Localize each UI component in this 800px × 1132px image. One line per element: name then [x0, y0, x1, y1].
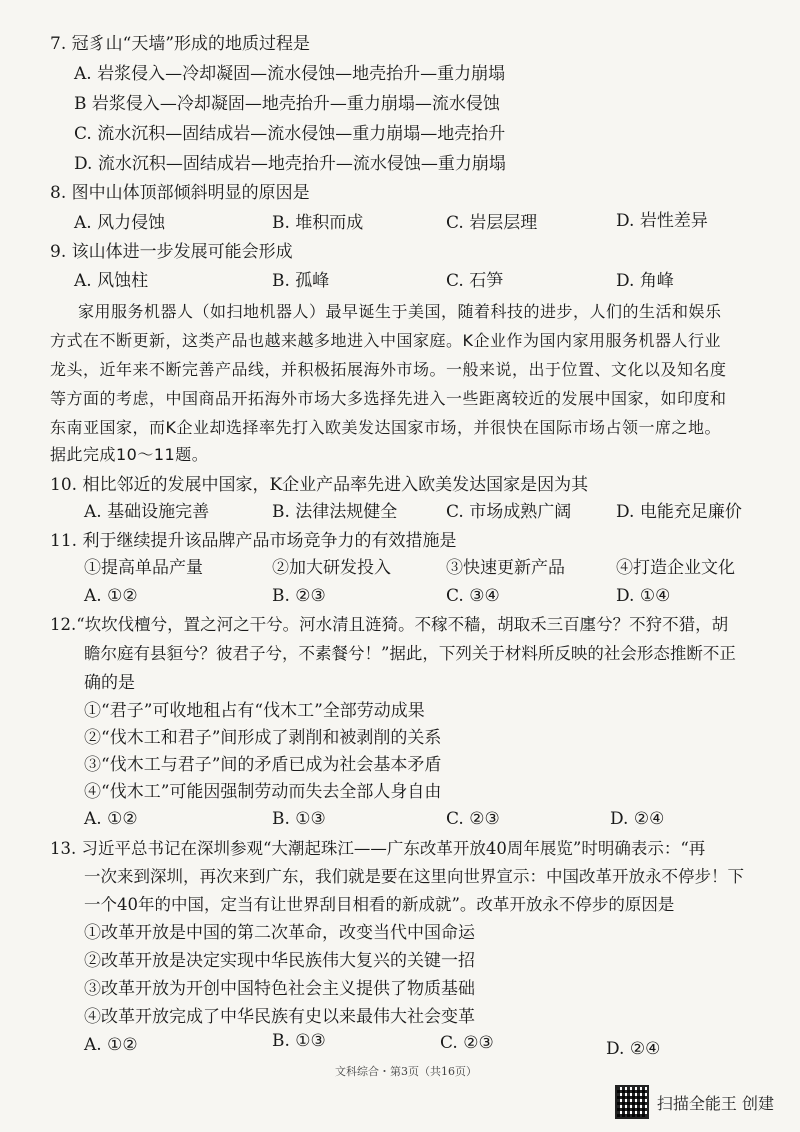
question-10-option-a: A. 基础设施完善: [84, 502, 210, 522]
question-8-stem: 8. 图中山体顶部倾斜明显的原因是: [50, 183, 310, 203]
page-footer: 文科综合・第3页（共16页）: [335, 1065, 477, 1078]
question-13-stem-line-2: 一次来到深圳，再次来到广东，我们就是要在这里向世界宣示：中国改革开放永不停步！下: [84, 867, 744, 886]
question-11-option-a: A. ①②: [84, 586, 138, 606]
passage-line-1: 家用服务机器人（如扫地机器人）最早诞生于美国，随着科技的进步，人们的生活和娱乐: [78, 302, 722, 321]
question-11-item-3: ③快速更新产品: [446, 558, 565, 578]
question-11-item-2: ②加大研发投入: [272, 558, 391, 578]
question-13-option-c: C. ②③: [440, 1033, 494, 1053]
question-7-stem: 7. 冠豸山“天墙”形成的地质过程是: [50, 34, 311, 54]
question-8-option-d: D. 岩性差异: [616, 211, 708, 231]
question-13-item-2: ②改革开放是决定实现中华民族伟大复兴的关键一招: [84, 951, 475, 971]
question-12-option-d: D. ②④: [610, 809, 665, 829]
question-11-stem: 11. 利于继续提升该品牌产品市场竞争力的有效措施是: [50, 531, 457, 551]
question-12-item-2: ②“伐木工和君子”间形成了剥削和被剥削的关系: [84, 728, 442, 748]
question-11-item-1: ①提高单品产量: [84, 558, 203, 578]
question-7-option-a: A. 岩浆侵入—冷却凝固—流水侵蚀—地壳抬升—重力崩塌: [74, 64, 506, 84]
question-9-option-a: A. 风蚀柱: [74, 271, 149, 291]
question-13-item-1: ①改革开放是中国的第二次革命，改变当代中国命运: [84, 923, 475, 943]
question-11-item-4: ④打造企业文化: [616, 558, 735, 578]
question-9-option-c: C. 石笋: [446, 271, 504, 291]
watermark-text: 扫描全能王 创建: [656, 1093, 774, 1113]
question-12-stem-line-2: 瞻尔庭有县貆兮？彼君子兮，不素餐兮！”据此，下列关于材料所反映的社会形态推断不正: [84, 644, 736, 663]
question-10-option-b: B. 法律法规健全: [272, 502, 398, 522]
question-11-option-d: D. ①④: [616, 586, 671, 606]
question-13-stem-line-3: 一个40年的中国，定当有让世界刮目相看的新成就”。改革开放永不停步的原因是: [84, 895, 675, 914]
question-12-option-a: A. ①②: [84, 809, 138, 829]
question-10-option-c: C. 市场成熟广阔: [446, 502, 572, 522]
question-13-option-a: A. ①②: [84, 1035, 138, 1055]
question-13-item-4: ④改革开放完成了中华民族有史以来最伟大社会变革: [84, 1007, 475, 1027]
question-12-item-1: ①“君子”可收地租占有“伐木工”全部劳动成果: [84, 701, 425, 721]
question-9-option-d: D. 角峰: [616, 271, 674, 291]
passage-line-2: 方式在不断更新，这类产品也越来越多地进入中国家庭。K企业作为国内家用服务机器人行业: [50, 331, 721, 350]
passage-line-5: 东南亚国家，而K企业却选择率先打入欧美发达国家市场，并很快在国际市场占领一席之地。: [50, 418, 721, 437]
question-13-stem-line-1: 13. 习近平总书记在深圳参观“大潮起珠江——广东改革开放40周年展览”时明确表示：“再: [50, 839, 706, 858]
question-8-option-a: A. 风力侵蚀: [74, 213, 166, 233]
question-12-item-4: ④“伐木工”可能因强制劳动而失去全部人身自由: [84, 782, 442, 802]
question-13-option-d: D. ②④: [606, 1039, 661, 1059]
question-12-stem-line-1: 12.“坎坎伐檀兮，置之河之干兮。河水清且涟猗。不稼不穑，胡取禾三百廛兮？不狩不猎，胡: [50, 615, 729, 634]
question-12-stem-line-3: 确的是: [84, 673, 135, 693]
question-7-option-c: C. 流水沉积—固结成岩—流水侵蚀—重力崩塌—地壳抬升: [74, 124, 506, 144]
question-11-option-c: C. ③④: [446, 586, 500, 606]
question-9-option-b: B. 孤峰: [272, 271, 330, 291]
question-10-stem: 10. 相比邻近的发展中国家，K企业产品率先进入欧美发达国家是因为其: [50, 475, 589, 495]
question-12-item-3: ③“伐木工与君子”间的矛盾已成为社会基本矛盾: [84, 755, 442, 775]
passage-line-3: 龙头，近年来不断完善产品线，并积极拓展海外市场。一般来说，出于位置、文化以及知名度: [50, 360, 727, 379]
passage-line-6: 据此完成10～11题。: [50, 445, 209, 464]
question-8-option-c: C. 岩层层理: [446, 213, 538, 233]
question-7-option-b: B 岩浆侵入—冷却凝固—地壳抬升—重力崩塌—流水侵蚀: [74, 94, 500, 114]
question-12-option-b: B. ①③: [272, 809, 326, 829]
question-12-option-c: C. ②③: [446, 809, 500, 829]
question-13-item-3: ③改革开放为开创中国特色社会主义提供了物质基础: [84, 979, 475, 999]
question-8-option-b: B. 堆积而成: [272, 213, 364, 233]
question-11-option-b: B. ②③: [272, 586, 326, 606]
question-9-stem: 9. 该山体进一步发展可能会形成: [50, 242, 293, 262]
question-7-option-d: D. 流水沉积—固结成岩—地壳抬升—流水侵蚀—重力崩塌: [74, 154, 506, 174]
qr-code-icon: [615, 1085, 649, 1119]
question-13-option-b: B. ①③: [272, 1031, 326, 1051]
scanner-watermark: [615, 1085, 774, 1119]
question-10-option-d: D. 电能充足廉价: [616, 502, 742, 522]
passage-line-4: 等方面的考虑，中国商品开拓海外市场大多选择先进入一些距离较近的发展中国家，如印度和: [50, 389, 727, 408]
